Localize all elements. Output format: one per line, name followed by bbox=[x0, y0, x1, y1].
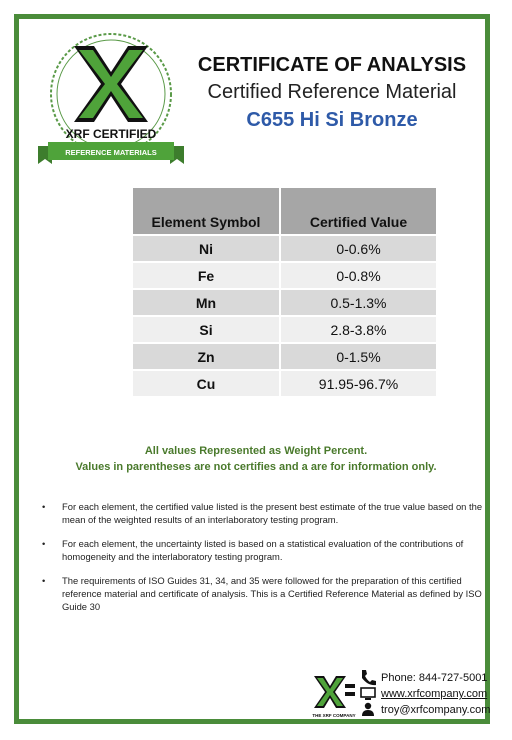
element-symbol: Mn bbox=[133, 289, 280, 316]
contact-info bbox=[381, 670, 490, 718]
bullet-icon: • bbox=[42, 575, 46, 586]
table-row bbox=[133, 289, 436, 316]
bullet-icon: • bbox=[42, 501, 46, 512]
xrf-certified-seal bbox=[36, 24, 186, 174]
product-name: C655 Hi Si Bronze bbox=[246, 109, 418, 131]
list-item bbox=[42, 500, 488, 526]
element-table bbox=[133, 188, 436, 396]
element-symbol: Cu bbox=[133, 370, 280, 396]
note-line: All values Represented as Weight Percent. bbox=[144, 445, 368, 457]
table-row bbox=[133, 235, 436, 262]
xrf-company-logo bbox=[312, 674, 360, 720]
phone-number: Phone: 844-727-5001 bbox=[381, 672, 488, 684]
logo-caption: THE XRF COMPANY bbox=[312, 713, 356, 718]
bullet-text: For each element, the uncertainty listed is based on a statistical evaluation of the contributions of homogeneity and the interlaboratory testing program. bbox=[62, 538, 464, 562]
seal-ribbon-text: REFERENCE MATERIALS bbox=[65, 148, 157, 157]
bullet-icon: • bbox=[42, 538, 46, 549]
table-row bbox=[133, 370, 436, 396]
computer-icon bbox=[361, 688, 375, 700]
certified-value: 0-0.8% bbox=[280, 262, 436, 289]
table-row bbox=[133, 316, 436, 343]
certified-value: 0-0.6% bbox=[280, 235, 436, 262]
table-row bbox=[133, 262, 436, 289]
person-icon bbox=[362, 703, 374, 716]
seal-brand-text: XRF CERTIFIED bbox=[65, 127, 157, 141]
table-header-row bbox=[133, 188, 436, 235]
certificate-title: CERTIFICATE OF ANALYSIS bbox=[197, 54, 467, 76]
bullet-text: For each element, the certified value listed is the present best estimate of the true value based on the mean of the weighted results of an interlaboratory testing program. bbox=[62, 501, 483, 525]
certified-value: 0-1.5% bbox=[280, 343, 436, 370]
weight-percent-notes bbox=[30, 443, 482, 475]
element-symbol: Ni bbox=[133, 235, 280, 262]
list-item bbox=[42, 574, 488, 613]
table-row bbox=[133, 343, 436, 370]
element-symbol: Zn bbox=[133, 343, 280, 370]
certified-value: 2.8-3.8% bbox=[280, 316, 436, 343]
column-header-value: Certified Value bbox=[280, 188, 436, 235]
element-symbol: Fe bbox=[133, 262, 280, 289]
certified-value: 91.95-96.7% bbox=[280, 370, 436, 396]
website-link[interactable]: www.xrfcompany.com bbox=[381, 688, 488, 700]
certified-value: 0.5-1.3% bbox=[280, 289, 436, 316]
note-line: Values in parentheses are not certifies and a are for information only. bbox=[75, 461, 437, 473]
bullet-text: The requirements of ISO Guides 31, 34, and 35 were followed for the preparation of this certified reference material and certificate of analysis. This is a Certified Reference Material as defined by ISO Guide 30 bbox=[62, 575, 482, 612]
column-header-element: Element Symbol bbox=[133, 188, 280, 235]
contact-icons bbox=[358, 668, 378, 718]
certificate-subtitle: Certified Reference Material bbox=[207, 81, 457, 103]
bullet-list bbox=[42, 500, 488, 624]
element-symbol: Si bbox=[133, 316, 280, 343]
phone-icon bbox=[362, 670, 376, 685]
certificate-header bbox=[192, 52, 472, 134]
email-address[interactable]: troy@xrfcompany.com bbox=[381, 704, 491, 716]
list-item bbox=[42, 537, 488, 563]
